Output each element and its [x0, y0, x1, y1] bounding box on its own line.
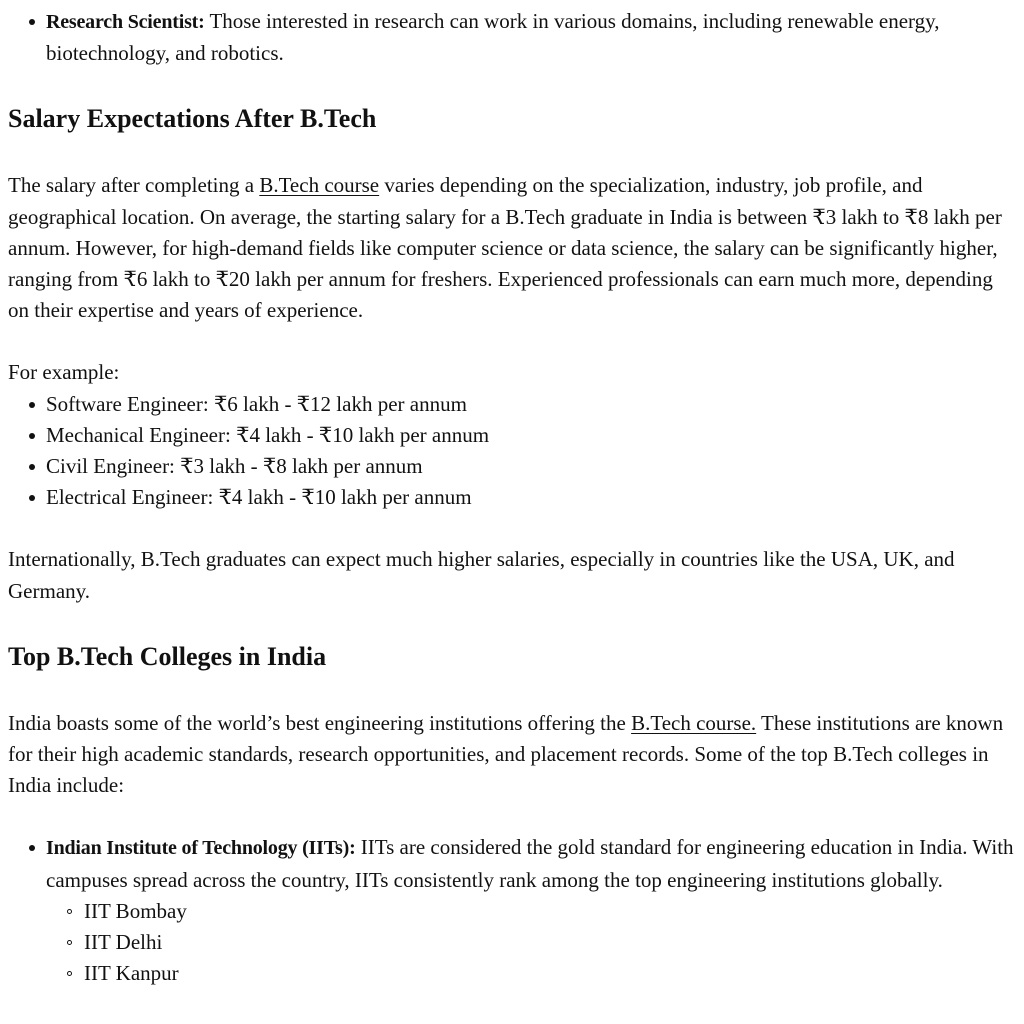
btech-course-link-2[interactable]: B.Tech course. — [631, 710, 757, 735]
btech-course-link[interactable]: B.Tech course — [259, 173, 380, 198]
salary-paragraph-text-end: varies depending on the specialization, industry, job profile, and geographical location. On average, the starting salary for a B.Tech graduate in India is between ₹3 lakh to ₹8 lakh per annum. However, for high-demand fields like computer science or data science, the salary can be significantly higher, ranging from ₹6 lakh to ₹20 lakh per annum for freshers. Experienced professionals can earn much more, depending on their expertise and years of experience. — [8, 173, 1002, 323]
list-item-lead: Indian Institute of Technology (IITs): — [46, 837, 356, 860]
list-item-iits — [46, 832, 1016, 989]
international-salary-paragraph: Internationally, B.Tech graduates can expect much higher salaries, especially in countries like the USA, UK, and Germany. — [8, 547, 955, 603]
colleges-paragraph — [8, 708, 1016, 802]
list-item-salary-example: Mechanical Engineer: ₹4 lakh - ₹10 lakh per annum — [46, 420, 1016, 451]
colleges-paragraph-text-start: India boasts some of the world’s best engineering institutions offering the — [8, 710, 632, 735]
list-item-salary-example: Software Engineer: ₹6 lakh - ₹12 lakh per annum — [46, 389, 1016, 420]
list-item-research-scientist — [46, 6, 1016, 69]
career-options-list — [8, 6, 1016, 69]
iit-campus-list — [46, 896, 1016, 990]
salary-heading: Salary Expectations After B.Tech — [8, 104, 377, 134]
list-item-lead: Research Scientist: — [46, 11, 205, 33]
list-item-salary-example: Electrical Engineer: ₹4 lakh - ₹10 lakh per annum — [46, 482, 1016, 513]
colleges-paragraph-text-end: These institutions are known for their high academic standards, research opportunities, and placement records. Some of the top B.Tech colleges in India include: — [8, 710, 1004, 798]
list-item-iit-campus: IIT Kanpur — [84, 958, 1016, 989]
list-item-text: Those interested in research can work in various domains, including renewable energy, biotechnology, and robotics. — [46, 9, 940, 66]
list-item-iit-campus: IIT Bombay — [84, 896, 1016, 927]
salary-paragraph-text-start: The salary after completing a — [8, 173, 260, 198]
colleges-list — [8, 832, 1016, 989]
list-item-salary-example: Civil Engineer: ₹3 lakh - ₹8 lakh per annum — [46, 451, 1016, 482]
list-item-text: IITs are considered the gold standard for engineering education in India. With campuses spread across the country, IITs consistently rank among the top engineering institutions globally. — [46, 835, 1014, 892]
example-label: For example: — [8, 360, 120, 385]
salary-examples-list — [8, 389, 1016, 514]
list-item-iit-campus: IIT Delhi — [84, 927, 1016, 958]
salary-paragraph — [8, 170, 1016, 326]
colleges-heading: Top B.Tech Colleges in India — [8, 641, 327, 671]
